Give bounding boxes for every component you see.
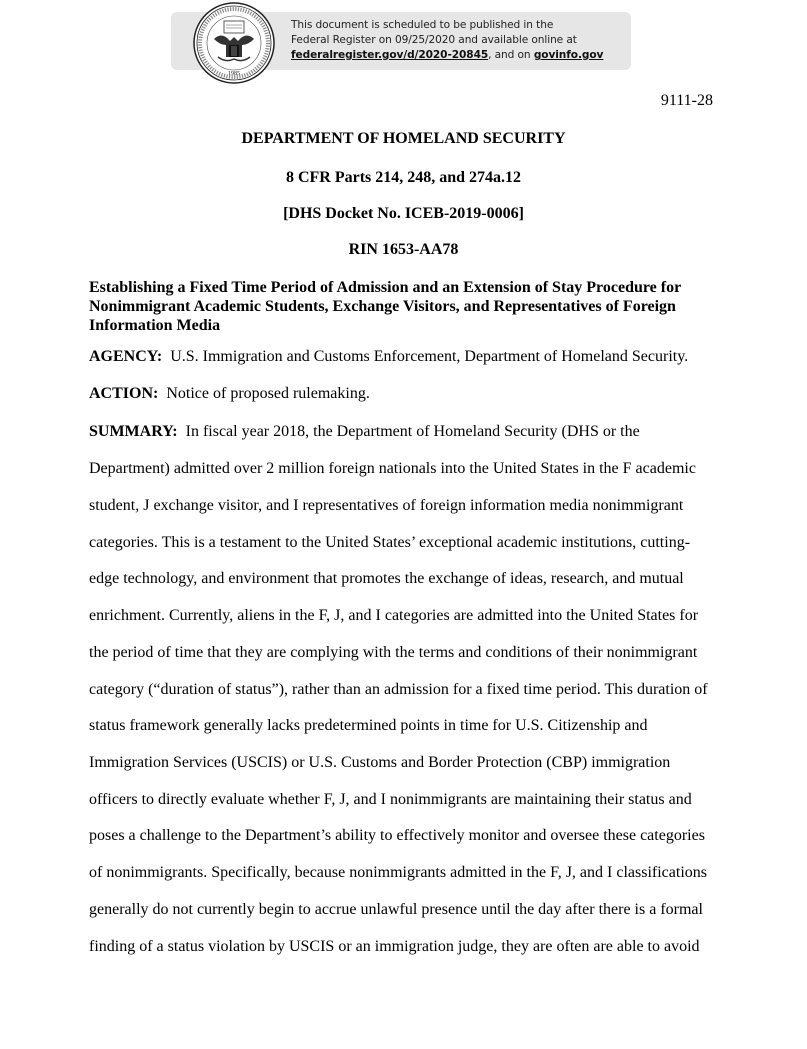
action-text: Notice of proposed rulemaking.	[166, 385, 370, 402]
summary-line: student, J exchange visitor, and I representatives of foreign information media nonimmigrant	[89, 497, 684, 514]
summary-line: poses a challenge to the Department’s ability to effectively monitor and oversee these categories	[89, 827, 705, 844]
banner-link-separator: , and on	[488, 49, 534, 61]
cfr-parts-heading: 8 CFR Parts 214, 248, and 274a.12	[285, 169, 522, 186]
rule-title: Establishing a Fixed Time Period of Admission and an Extension of Stay Procedure for Nonimmigrant Academic Students, Exchange Visitors, and Representatives of Foreign Information Media	[89, 279, 681, 334]
summary-line: of nonimmigrants. Specifically, because nonimmigrants admitted in the F, J, and I classifications	[89, 864, 707, 881]
department-heading: DEPARTMENT OF HOMELAND SECURITY	[241, 130, 566, 147]
document-number: 9111-28	[660, 92, 713, 109]
summary-line: Department) admitted over 2 million foreign nationals into the United States in the F academic	[89, 460, 696, 477]
docket-heading: [DHS Docket No. ICEB-2019-0006]	[283, 205, 524, 222]
national-archives-seal-icon	[192, 1, 276, 85]
agency-text: U.S. Immigration and Customs Enforcement, Department of Homeland Security.	[170, 348, 689, 365]
agency-label: AGENCY:	[89, 348, 163, 365]
svg-text:1985: 1985	[228, 71, 240, 77]
rin-heading: RIN 1653-AA78	[348, 241, 459, 258]
summary-line: enrichment. Currently, aliens in the F, J, and I categories are admitted into the United States for	[89, 607, 699, 624]
summary-line: finding of a status violation by USCIS or an immigration judge, they are often are able to avoid	[89, 938, 700, 955]
summary-line: generally do not currently begin to accrue unlawful presence until the day after there is a formal	[89, 901, 703, 918]
banner-line-3	[291, 48, 631, 63]
summary-line: categories. This is a testament to the United States’ exceptional academic institutions, cutting-	[89, 534, 691, 551]
summary-line: status framework generally lacks predetermined points in time for U.S. Citizenship and	[89, 717, 648, 734]
summary-line: edge technology, and environment that promotes the exchange of ideas, research, and mutual	[89, 570, 684, 587]
federalregister-link[interactable]: federalregister.gov/d/2020-20845	[291, 49, 489, 61]
banner-line-1: This document is scheduled to be published in the	[291, 19, 554, 31]
govinfo-link[interactable]: govinfo.gov	[533, 49, 604, 61]
action-line	[89, 385, 370, 403]
banner-text	[291, 18, 631, 63]
summary-text: In fiscal year 2018, the Department of Homeland Security (DHS or the	[185, 423, 640, 440]
action-label: ACTION:	[89, 385, 159, 402]
agency-line	[89, 348, 688, 366]
summary-line: officers to directly evaluate whether F, J, and I nonimmigrants are maintaining their status and	[89, 791, 692, 808]
summary-line: category (“duration of status”), rather than an admission for a fixed time period. This duration of	[89, 681, 708, 698]
summary-line: Immigration Services (USCIS) or U.S. Customs and Border Protection (CBP) immigration	[89, 754, 671, 771]
summary-label: SUMMARY:	[89, 423, 178, 440]
banner-line-2: Federal Register on 09/25/2020 and available online at	[291, 34, 577, 46]
summary-line-1	[89, 423, 640, 441]
summary-line: the period of time that they are complying with the terms and conditions of their nonimmigrant	[89, 644, 698, 661]
